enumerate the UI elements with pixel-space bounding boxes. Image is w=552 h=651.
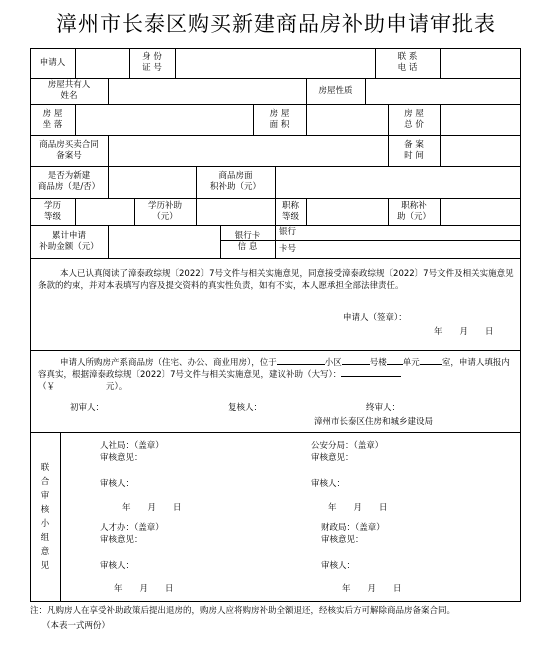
label-phone: 联 系 电 话: [397, 52, 418, 73]
finance-bureau: 财政局：（盖章）: [321, 523, 385, 533]
label-card-no: 卡号: [279, 244, 297, 254]
talent-reviewer: 审核人：: [100, 561, 135, 571]
declaration-text: 本人已认真阅读了漳泰政综规〔2022〕7号文件与相关实施意见，同意接受漳泰政综规〔2022〕7号文件及相关实施意见条款的约束，并对本表填写内容及提交资料的真实性负责，如有不实，本人愿承担全部法律责任。: [38, 269, 514, 291]
label-id: 身 份 证 号: [142, 52, 162, 73]
label-applicant: 申请人: [39, 57, 66, 68]
label-education: 学历 等级: [43, 200, 61, 222]
final-reviewer: 终审人：: [366, 403, 401, 413]
label-area: 房 屋 面 积: [269, 108, 290, 130]
talent-office: 人才办：（盖章）: [100, 523, 164, 533]
talent-opinion: 审核意见：: [100, 535, 143, 545]
label-title-level: 职称 等级: [281, 200, 299, 222]
page-title: 漳州市长泰区购买新建商品房补助申请审批表: [56, 12, 496, 36]
border-bottom: [30, 601, 521, 602]
police-reviewer: 审核人：: [311, 479, 346, 489]
joint-review-side-label: 联 合 审 核 小 组 意 见: [40, 463, 50, 571]
hr-bureau: 人社局：（盖章）: [100, 441, 164, 451]
label-total-price: 房 屋 总 价: [404, 108, 424, 130]
police-bureau: 公安分局：（盖章）: [311, 441, 384, 451]
hr-opinion: 审核意见：: [100, 453, 143, 463]
hr-date: 年 月 日: [122, 503, 182, 513]
label-bank-info: 银行卡 信 息: [234, 230, 261, 252]
footnote-copy-count: （本表一式两份）: [42, 621, 111, 631]
review-text: 申请人所购房产系商品房（住宅、办公、商业用房），位于 小区 号楼 单元 室，申请人填报内容真实，根据漳泰政综规〔2022〕7号文件与相关实施意见，建议补助（大写）： （￥ 元）。: [38, 358, 510, 392]
second-reviewer: 复核人：: [228, 403, 263, 413]
label-bank: 银行: [279, 227, 297, 237]
label-edu-subsidy: 学历补助 （元）: [147, 200, 182, 222]
border-right: [520, 48, 521, 602]
footnote-main: 注：凡购房人在享受补助政策后提出退房的，购房人应将购房补助全额退还，经核实后方可解除商品房备案合同。: [30, 606, 456, 616]
finance-date: 年 月 日: [342, 584, 402, 594]
label-record-time: 备 案 时 间: [404, 139, 424, 161]
label-co-owner: 房屋共有人 姓名: [47, 80, 91, 101]
review-organization: 漳州市长泰区住房和城乡建设局: [314, 417, 434, 427]
label-new-house: 是否为新建 商品房（是/否）: [37, 171, 101, 192]
finance-reviewer: 审核人：: [321, 561, 356, 571]
label-property-type: 房屋性质: [318, 85, 353, 96]
police-date: 年 月 日: [328, 503, 388, 513]
declaration-date: 年 月 日: [434, 327, 494, 337]
label-contract-no: 商品房买卖合同 备案号: [39, 139, 99, 161]
declaration-signature: 申请人（签章）：: [343, 313, 407, 323]
talent-date: 年 月 日: [114, 584, 174, 594]
label-house-subsidy: 商品房面 积补助（元）: [209, 171, 261, 192]
finance-opinion: 审核意见：: [321, 535, 364, 545]
hr-reviewer: 审核人：: [100, 479, 135, 489]
label-location: 房 屋 坐 落: [42, 108, 63, 130]
police-opinion: 审核意见：: [311, 453, 354, 463]
first-reviewer: 初审人：: [70, 403, 105, 413]
label-total-subsidy: 累计申请 补助金额（元）: [39, 230, 99, 252]
label-title-subsidy: 职称补 助（元）: [396, 200, 431, 222]
border-top: [30, 48, 521, 49]
